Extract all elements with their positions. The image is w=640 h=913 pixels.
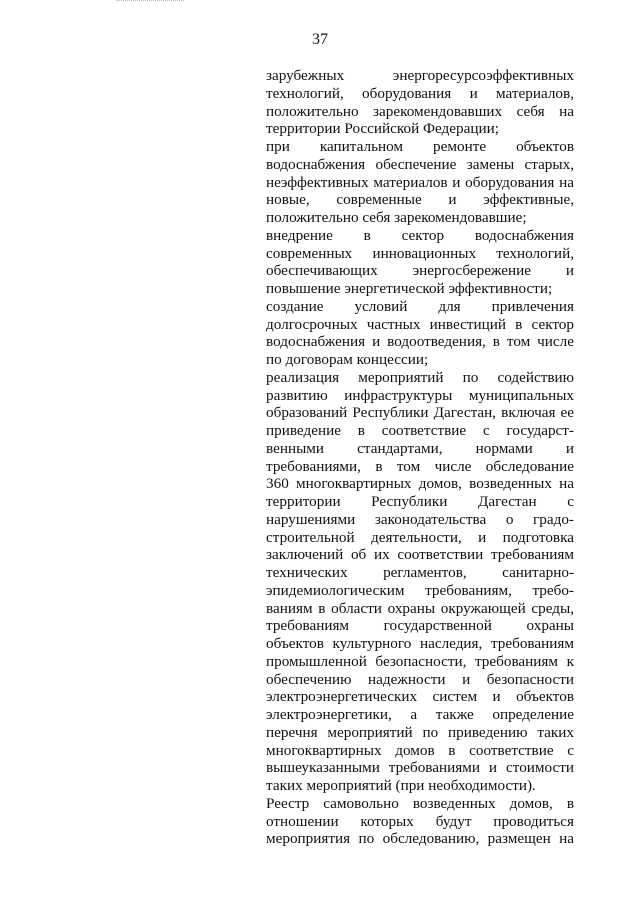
text-line: долгосрочных частных инвестиций в сектор — [266, 315, 574, 333]
text-line: создание условий для привлечения — [266, 297, 574, 315]
text-line: строительной деятельности, и подготовка — [266, 528, 574, 546]
text-line: обеспечению надежности и безопасности — [266, 670, 574, 688]
text-line: промышленной безопасности, требованиям к — [266, 652, 574, 670]
text-line: обеспечивающих энергосбережение и — [266, 262, 574, 280]
text-line: образований Республики Дагестан, включая ее — [266, 404, 574, 422]
text-line: при капитальном ремонте объектов — [266, 138, 574, 155]
text-line: новые, современные и эффективные, — [266, 191, 574, 209]
text-line: многоквартирных домов в соответствие с — [266, 741, 574, 759]
text-line: технологий, оборудования и материалов, — [266, 84, 574, 102]
text-line: венными стандартами, нормами и — [266, 439, 574, 457]
text-line: современных инновационных технологий, — [266, 244, 574, 262]
text-line: отношении которых будут проводиться — [266, 812, 574, 830]
text-line: по договорам концессии; — [266, 351, 429, 368]
text-line: Реестр самовольно возведенных домов, в — [266, 794, 574, 812]
text-line: развитию инфраструктуры муниципальных — [266, 386, 574, 404]
text-line: электроэнергетических систем и объектов — [266, 688, 574, 706]
text-line: территории Республики Дагестан с — [266, 493, 574, 510]
text-line: приведение в соответствие с государст- — [266, 422, 574, 439]
text-line: вышеуказанными требованиями и стоимости — [266, 759, 574, 777]
text-line: положительно себя зарекомендовавшие; — [266, 209, 527, 226]
text-line: внедрение в сектор водоснабжения — [266, 226, 574, 244]
text-line: перечня мероприятий по приведению таких — [266, 723, 574, 741]
text-line: технических регламентов, санитарно- — [266, 564, 574, 581]
text-line: объектов культурного наследия, требованиям — [266, 635, 574, 652]
text-line: требованиями, в том числе обследование — [266, 457, 574, 475]
text-line: таких мероприятий (при необходимости). — [266, 777, 536, 794]
text-line: положительно зарекомендовавших себя на — [266, 102, 574, 120]
text-line: водоснабжения и водоотведения, в том числе — [266, 333, 574, 351]
text-line: неэффективных материалов и оборудования на — [266, 173, 574, 191]
page-number: 37 — [312, 31, 328, 48]
text-line: реализация мероприятий по содействию — [266, 368, 574, 386]
text-line: ваниям в области охраны окружающей среды, — [266, 599, 574, 617]
text-line: эпидемиологическим требованиям, требо- — [266, 581, 574, 599]
text-line: 360 многоквартирных домов, возведенных на — [266, 475, 574, 493]
text-line: мероприятия по обследованию, размещен на — [266, 830, 574, 848]
text-line: заключений об их соответствии требованиям — [266, 546, 574, 564]
text-line: требованиям государственной охраны — [266, 617, 574, 635]
text-line: повышение энергетической эффективности; — [266, 280, 553, 297]
text-line: водоснабжения обеспечение замены старых, — [266, 155, 574, 173]
text-line: нарушениями законодательства о градо- — [266, 510, 574, 528]
body-text — [266, 67, 574, 848]
text-line: электроэнергетики, а также определение — [266, 706, 574, 723]
text-line: территории Российской Федерации; — [266, 120, 499, 138]
text-line: зарубежных энергоресурсоэффективных — [266, 67, 574, 84]
scan-artifact — [116, 0, 184, 4]
